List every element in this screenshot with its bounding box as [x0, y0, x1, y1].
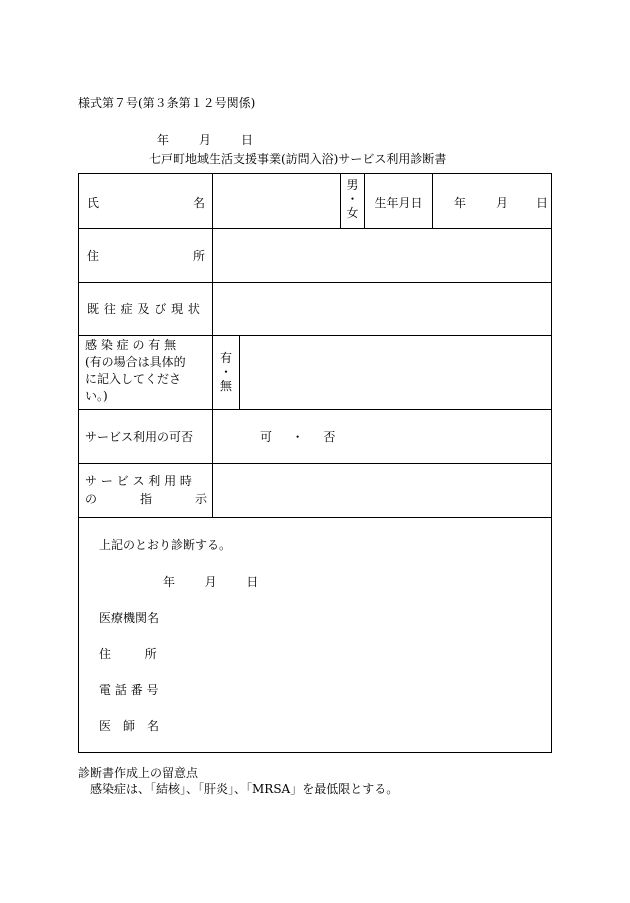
- infection-label: 感 染 症 の 有 無 (有の場合は具体的 に記入してくださ い。): [85, 338, 186, 403]
- issue-date-day: 日: [241, 133, 254, 147]
- issue-date: [157, 134, 253, 146]
- availability-yes[interactable]: 可: [260, 430, 273, 444]
- sex-female[interactable]: 女: [346, 206, 359, 220]
- row-divider: [79, 409, 551, 410]
- diagnosis-form-table: [78, 173, 552, 753]
- phone-label: 電 話 番 号: [99, 683, 159, 697]
- notes-title: 診断書作成上の留意点: [78, 766, 199, 780]
- document-title: 七戸町地域生活支援事業(訪問入浴)サービス利用診断書: [149, 152, 447, 166]
- certification-year: 年: [163, 575, 176, 589]
- birth-month[interactable]: 月: [496, 196, 509, 210]
- availability-no[interactable]: 否: [323, 430, 336, 444]
- infection-selector[interactable]: [213, 351, 239, 393]
- availability-label: サービス利用の可否: [85, 430, 194, 444]
- issue-date-month: 月: [199, 133, 212, 147]
- sex-selector[interactable]: [341, 178, 364, 220]
- institution-address-label: 住 所: [99, 647, 157, 661]
- birth-date-label: 生年月日: [374, 196, 423, 210]
- birth-day[interactable]: 日: [536, 196, 549, 210]
- infection-yes[interactable]: 有: [219, 351, 232, 365]
- availability-dot: ・: [291, 430, 304, 444]
- infection-dot: ・: [219, 365, 232, 379]
- doctor-name-label: 医 師 名: [99, 719, 160, 733]
- certification-statement: 上記のとおり診断する。: [99, 538, 232, 552]
- sex-male[interactable]: 男: [346, 178, 359, 192]
- address-field[interactable]: [213, 229, 551, 281]
- col-divider: [432, 174, 433, 228]
- name-label: 氏 名: [87, 196, 205, 210]
- certification-day: 日: [246, 575, 259, 589]
- medical-history-label: 既 往 症 及 び 現 状: [87, 302, 201, 316]
- usage-instructions-field[interactable]: [213, 464, 551, 516]
- certification-month: 月: [204, 575, 217, 589]
- usage-instructions-label: サ ー ビ ス 利 用 時 の 指 示: [85, 474, 207, 506]
- infection-no[interactable]: 無: [219, 379, 232, 393]
- medical-history-field[interactable]: [213, 283, 551, 334]
- birth-year[interactable]: 年: [454, 196, 467, 210]
- sex-dot: ・: [346, 192, 359, 206]
- address-label: 住 所: [87, 249, 205, 263]
- certification-date[interactable]: [163, 573, 258, 592]
- infection-detail-field[interactable]: [240, 336, 551, 408]
- notes-body: 感染症は、「結核」、「肝炎」、「MRSA」を最低限とする。: [90, 782, 399, 796]
- form-number: 様式第７号(第３条第１２号関係): [78, 96, 256, 110]
- availability-options[interactable]: [260, 428, 335, 447]
- institution-label: 医療機関名: [99, 611, 160, 625]
- name-field[interactable]: [213, 175, 339, 227]
- issue-date-year: 年: [157, 133, 170, 147]
- row-divider: [79, 517, 551, 518]
